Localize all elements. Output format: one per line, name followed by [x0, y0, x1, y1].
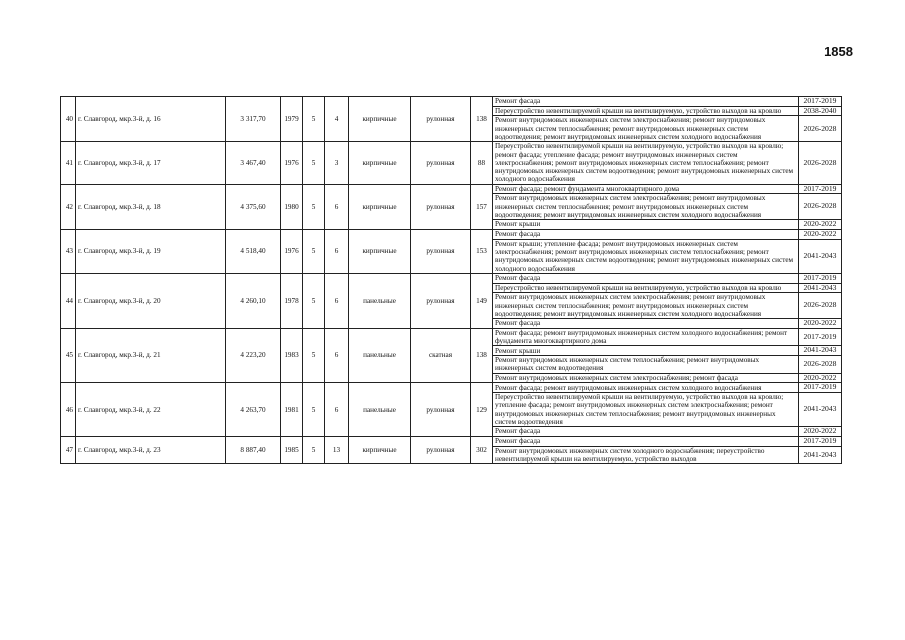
cell-address: г. Славгород, мкр.3-й, д. 18: [76, 184, 226, 229]
cell-entrances: 6: [325, 184, 349, 229]
cell-roof-type: рулонная: [411, 383, 471, 437]
cell-year: 1976: [281, 229, 303, 273]
cell-roof-type: скатная: [411, 328, 471, 383]
cell-work-type: Ремонт внутридомовых инженерных систем электроснабжения; ремонт фасада: [493, 373, 799, 383]
cell-wall-material: кирпичные: [349, 229, 411, 273]
cell-area: 3 317,70: [226, 97, 281, 142]
cell-address: г. Славгород, мкр.3-й, д. 21: [76, 328, 226, 383]
cell-flats: 302: [471, 436, 493, 463]
cell-year: 1978: [281, 273, 303, 328]
cell-period: 2017-2019: [799, 273, 842, 283]
cell-work-type: Ремонт фасада: [493, 97, 799, 107]
cell-roof-type: рулонная: [411, 436, 471, 463]
cell-work-type: Ремонт внутридомовых инженерных систем холодного водоснабжения; переустройство невентилируемой крыши на вентилируемую, устройство выходов: [493, 446, 799, 464]
cell-floors: 5: [303, 97, 325, 142]
cell-floors: 5: [303, 142, 325, 184]
cell-number: 40: [61, 97, 76, 142]
cell-work-type: Ремонт внутридомовых инженерных систем теплоснабжения; ремонт внутридомовых инженерных систем водоотведения: [493, 356, 799, 374]
cell-floors: 5: [303, 229, 325, 273]
cell-wall-material: кирпичные: [349, 97, 411, 142]
cell-wall-material: панельные: [349, 383, 411, 437]
cell-period: 2020-2022: [799, 220, 842, 230]
page-number: 1858: [824, 44, 853, 59]
cell-period: 2017-2019: [799, 328, 842, 346]
cell-address: г. Славгород, мкр.3-й, д. 20: [76, 273, 226, 328]
cell-work-type: Ремонт фасада; ремонт внутридомовых инженерных систем холодного водоснабжения; ремонт фундамента многоквартирного дома: [493, 328, 799, 346]
cell-entrances: 3: [325, 142, 349, 184]
cell-period: 2026-2028: [799, 356, 842, 374]
cell-year: 1979: [281, 97, 303, 142]
cell-year: 1976: [281, 142, 303, 184]
cell-floors: 5: [303, 184, 325, 229]
cell-wall-material: панельные: [349, 328, 411, 383]
cell-wall-material: кирпичные: [349, 142, 411, 184]
cell-period: 2017-2019: [799, 184, 842, 194]
cell-number: 44: [61, 273, 76, 328]
cell-period: 2026-2028: [799, 194, 842, 220]
cell-entrances: 6: [325, 328, 349, 383]
cell-roof-type: рулонная: [411, 273, 471, 328]
cell-area: 4 375,60: [226, 184, 281, 229]
cell-floors: 5: [303, 328, 325, 383]
cell-work-type: Ремонт фасада; ремонт фундамента многоквартирного дома: [493, 184, 799, 194]
table-row: [61, 142, 842, 184]
cell-wall-material: кирпичные: [349, 436, 411, 463]
cell-flats: 138: [471, 97, 493, 142]
cell-work-type: Ремонт крыши: [493, 346, 799, 356]
cell-roof-type: рулонная: [411, 97, 471, 142]
cell-year: 1981: [281, 383, 303, 437]
cell-flats: 153: [471, 229, 493, 273]
cell-work-type: Ремонт крыши: [493, 220, 799, 230]
cell-year: 1983: [281, 328, 303, 383]
cell-number: 45: [61, 328, 76, 383]
cell-period: 2026-2028: [799, 142, 842, 184]
cell-work-type: Переустройство невентилируемой крыши на вентилируемую, устройство выходов на кровлю; ремонт фасада; утепление фасада; ремонт внутридомовых инженерных систем электроснабжения; ремонт внутридомовых инженерных систем теплоснабжения; ремонт внутридомовых инженерных систем водоотведения; ремонт внутридомовых инженерных систем холодного водоснабжения: [493, 142, 799, 184]
cell-address: г. Славгород, мкр.3-й, д. 19: [76, 229, 226, 273]
cell-roof-type: рулонная: [411, 184, 471, 229]
cell-wall-material: кирпичные: [349, 184, 411, 229]
cell-roof-type: рулонная: [411, 142, 471, 184]
cell-period: 2017-2019: [799, 436, 842, 446]
cell-entrances: 4: [325, 97, 349, 142]
cell-number: 42: [61, 184, 76, 229]
cell-period: 2026-2028: [799, 293, 842, 319]
cell-period: 2041-2043: [799, 393, 842, 427]
table-row: [61, 184, 842, 194]
cell-area: 4 260,10: [226, 273, 281, 328]
cell-roof-type: рулонная: [411, 229, 471, 273]
cell-period: 2020-2022: [799, 427, 842, 437]
cell-flats: 149: [471, 273, 493, 328]
cell-address: г. Славгород, мкр.3-й, д. 22: [76, 383, 226, 437]
cell-period: 2041-2043: [799, 283, 842, 293]
cell-address: г. Славгород, мкр.3-й, д. 23: [76, 436, 226, 463]
cell-period: 2020-2022: [799, 229, 842, 239]
capital-repair-table: [60, 96, 842, 464]
cell-year: 1980: [281, 184, 303, 229]
cell-work-type: Ремонт фасада: [493, 319, 799, 329]
cell-area: 3 467,40: [226, 142, 281, 184]
cell-floors: 5: [303, 383, 325, 437]
cell-number: 43: [61, 229, 76, 273]
cell-floors: 5: [303, 436, 325, 463]
table-row: [61, 328, 842, 346]
cell-flats: 138: [471, 328, 493, 383]
cell-period: 2038-2040: [799, 106, 842, 116]
table-row: [61, 273, 842, 283]
cell-work-type: Переустройство невентилируемой крыши на вентилируемую, устройство выходов на кровлю: [493, 106, 799, 116]
cell-flats: 157: [471, 184, 493, 229]
cell-period: 2041-2043: [799, 346, 842, 356]
cell-period: 2041-2043: [799, 446, 842, 464]
cell-area: 4 223,20: [226, 328, 281, 383]
cell-period: 2041-2043: [799, 239, 842, 273]
cell-period: 2020-2022: [799, 373, 842, 383]
cell-floors: 5: [303, 273, 325, 328]
cell-work-type: Ремонт фасада: [493, 427, 799, 437]
table-row: [61, 436, 842, 446]
cell-work-type: Ремонт внутридомовых инженерных систем электроснабжения; ремонт внутридомовых инженерных систем теплоснабжения; ремонт внутридомовых инженерных систем водоотведения; ремонт внутридомовых инженерных систем холодного водоснабжения: [493, 116, 799, 142]
cell-period: 2026-2028: [799, 116, 842, 142]
cell-work-type: Переустройство невентилируемой крыши на вентилируемую, устройство выходов на кровлю: [493, 283, 799, 293]
table-row: [61, 229, 842, 239]
cell-entrances: 13: [325, 436, 349, 463]
cell-number: 46: [61, 383, 76, 437]
cell-period: 2017-2019: [799, 383, 842, 393]
cell-work-type: Ремонт фасада: [493, 436, 799, 446]
cell-flats: 88: [471, 142, 493, 184]
cell-flats: 129: [471, 383, 493, 437]
cell-work-type: Ремонт крыши; утепление фасада; ремонт внутридомовых инженерных систем электроснабжения; ремонт внутридомовых инженерных систем теплоснабжения; ремонт внутридомовых инженерных систем водоотведения; ремонт внутридомовых инженерных систем холодного водоснабжения: [493, 239, 799, 273]
cell-period: 2020-2022: [799, 319, 842, 329]
cell-number: 47: [61, 436, 76, 463]
cell-work-type: Переустройство невентилируемой крыши на вентилируемую, устройство выходов на кровлю; утепление фасада; ремонт внутридомовых инженерных систем электроснабжения; ремонт внутридомовых инженерных систем теплоснабжения; ремонт внутридомовых инженерных систем водоотведения: [493, 393, 799, 427]
cell-address: г. Славгород, мкр.3-й, д. 16: [76, 97, 226, 142]
cell-area: 4 518,40: [226, 229, 281, 273]
table-body: [61, 97, 842, 464]
cell-entrances: 6: [325, 273, 349, 328]
cell-wall-material: панельные: [349, 273, 411, 328]
table-row: [61, 97, 842, 107]
cell-number: 41: [61, 142, 76, 184]
cell-work-type: Ремонт фасада; ремонт внутридомовых инженерных систем холодного водоснабжения: [493, 383, 799, 393]
cell-work-type: Ремонт фасада: [493, 273, 799, 283]
cell-work-type: Ремонт фасада: [493, 229, 799, 239]
cell-work-type: Ремонт внутридомовых инженерных систем электроснабжения; ремонт внутридомовых инженерных систем теплоснабжения; ремонт внутридомовых инженерных систем водоотведения; ремонт внутридомовых инженерных систем холодного водоснабжения: [493, 293, 799, 319]
cell-address: г. Славгород, мкр.3-й, д. 17: [76, 142, 226, 184]
cell-area: 8 887,40: [226, 436, 281, 463]
cell-work-type: Ремонт внутридомовых инженерных систем электроснабжения; ремонт внутридомовых инженерных систем теплоснабжения; ремонт внутридомовых инженерных систем водоотведения; ремонт внутридомовых инженерных систем холодного водоснабжения: [493, 194, 799, 220]
cell-area: 4 263,70: [226, 383, 281, 437]
table-row: [61, 383, 842, 393]
cell-entrances: 6: [325, 383, 349, 437]
cell-period: 2017-2019: [799, 97, 842, 107]
cell-entrances: 6: [325, 229, 349, 273]
cell-year: 1985: [281, 436, 303, 463]
